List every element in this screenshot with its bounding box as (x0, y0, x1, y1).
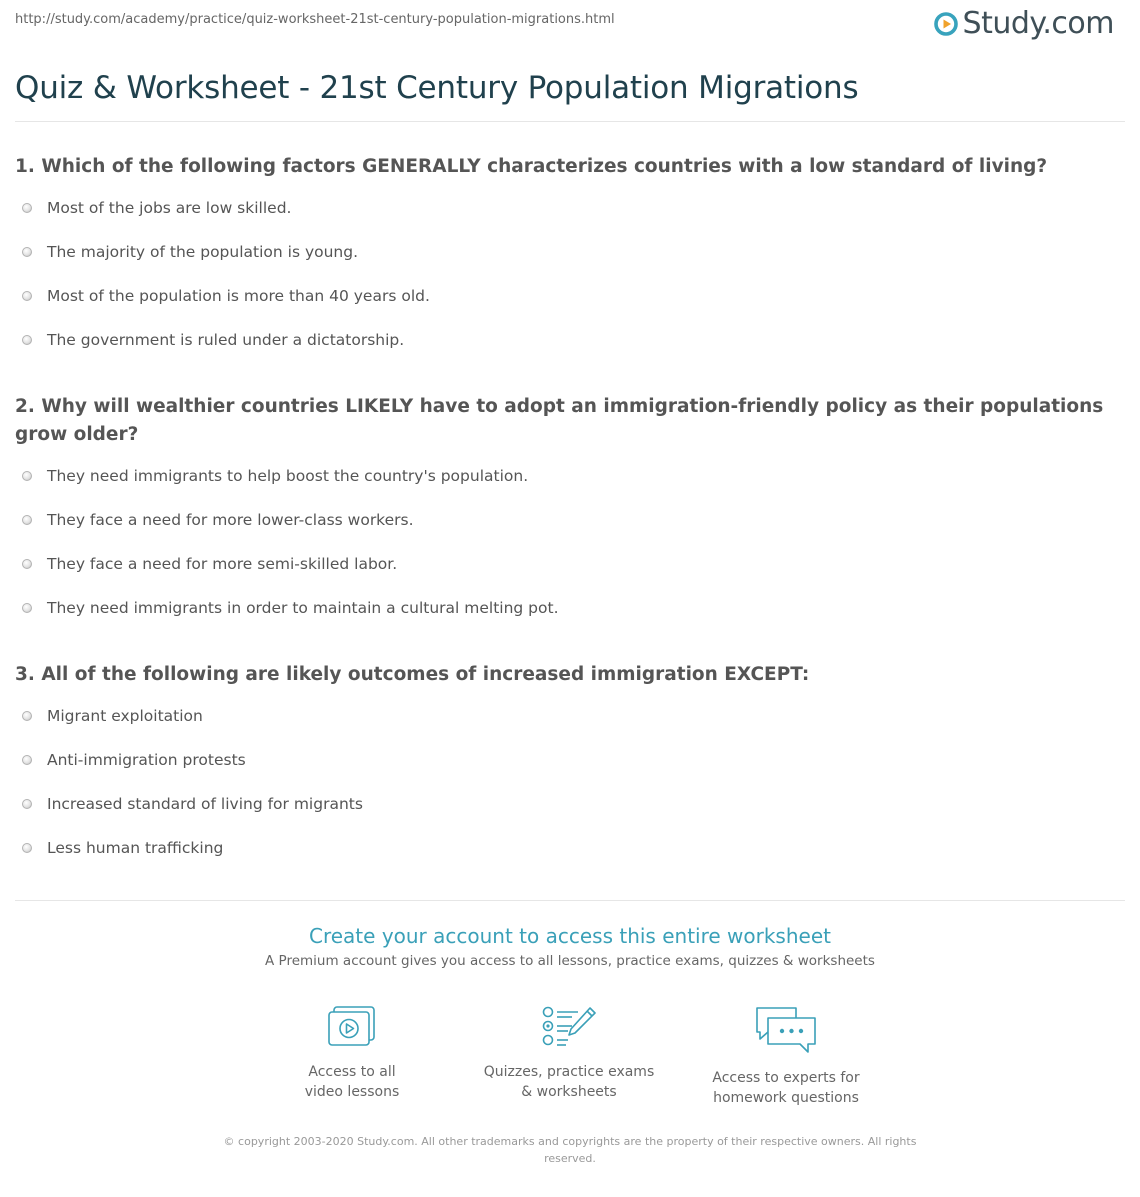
question-3: 3. All of the following are likely outcomes of increased immigration EXCEPT: (15, 664, 810, 685)
feature-label-line2: homework questions (713, 1090, 859, 1106)
radio-button[interactable] (22, 559, 32, 569)
answer-option[interactable] (22, 751, 246, 769)
quiz-checklist-icon (469, 1004, 669, 1050)
video-lessons-icon (252, 1004, 452, 1050)
feature-label-line2: & worksheets (521, 1084, 617, 1100)
feature-quizzes (469, 1004, 669, 1102)
feature-experts (686, 1004, 886, 1108)
answer-option[interactable] (22, 331, 404, 349)
feature-label-line1: Access to all (308, 1064, 396, 1080)
title-divider (15, 121, 1125, 122)
question-2: 2. Why will wealthier countries LIKELY have to adopt an immigration-friendly policy as their populations grow older? (15, 396, 1104, 445)
cta-divider (15, 900, 1125, 901)
option-label: Anti-immigration protests (47, 751, 246, 769)
answer-option[interactable] (22, 599, 559, 617)
radio-button[interactable] (22, 755, 32, 765)
option-label: The government is ruled under a dictatorship. (47, 331, 405, 349)
option-label: Less human trafficking (47, 839, 224, 857)
radio-button[interactable] (22, 291, 32, 301)
feature-label-line1: Access to experts for (712, 1070, 860, 1086)
option-label: They need immigrants in order to maintain a cultural melting pot. (47, 599, 559, 617)
logo-text: Study.com (962, 6, 1114, 41)
radio-button[interactable] (22, 515, 32, 525)
radio-button[interactable] (22, 843, 32, 853)
play-circle-icon (934, 12, 958, 36)
feature-video-lessons (252, 1004, 452, 1102)
radio-button[interactable] (22, 335, 32, 345)
chat-bubbles-icon (686, 1004, 886, 1056)
option-label: Most of the jobs are low skilled. (47, 199, 292, 217)
radio-button[interactable] (22, 247, 32, 257)
option-label: They face a need for more lower-class workers. (47, 511, 414, 529)
study-logo[interactable] (934, 6, 1114, 41)
create-account-link[interactable]: Create your account to access this entire worksheet (309, 924, 831, 948)
radio-button[interactable] (22, 603, 32, 613)
page-title: Quiz & Worksheet - 21st Century Population Migrations (15, 70, 859, 106)
option-label: Most of the population is more than 40 years old. (47, 287, 430, 305)
answer-option[interactable] (22, 511, 414, 529)
option-label: Migrant exploitation (47, 707, 203, 725)
answer-option[interactable] (22, 555, 397, 573)
radio-button[interactable] (22, 471, 32, 481)
option-label: They need immigrants to help boost the country's population. (47, 467, 529, 485)
answer-option[interactable] (22, 467, 528, 485)
page-url: http://study.com/academy/practice/quiz-worksheet-21st-century-population-migrations.html (15, 12, 615, 27)
question-1: 1. Which of the following factors GENERALLY characterizes countries with a low standard of living? (15, 156, 1048, 177)
feature-label-line2: video lessons (304, 1084, 400, 1100)
answer-option[interactable] (22, 795, 363, 813)
radio-button[interactable] (22, 203, 32, 213)
answer-option[interactable] (22, 199, 291, 217)
option-label: The majority of the population is young. (47, 243, 359, 261)
copyright-notice: © copyright 2003-2020 Study.com. All other trademarks and copyrights are the property of their respective owners. All rights reserved. (223, 1135, 917, 1165)
answer-option[interactable] (22, 243, 358, 261)
answer-option[interactable] (22, 839, 223, 857)
feature-label-line1: Quizzes, practice exams (483, 1064, 655, 1080)
option-label: Increased standard of living for migrants (47, 795, 363, 813)
radio-button[interactable] (22, 799, 32, 809)
answer-option[interactable] (22, 707, 203, 725)
cta-subtitle: A Premium account gives you access to all lessons, practice exams, quizzes & worksheets (265, 953, 875, 969)
answer-option[interactable] (22, 287, 430, 305)
option-label: They face a need for more semi-skilled labor. (47, 555, 398, 573)
radio-button[interactable] (22, 711, 32, 721)
